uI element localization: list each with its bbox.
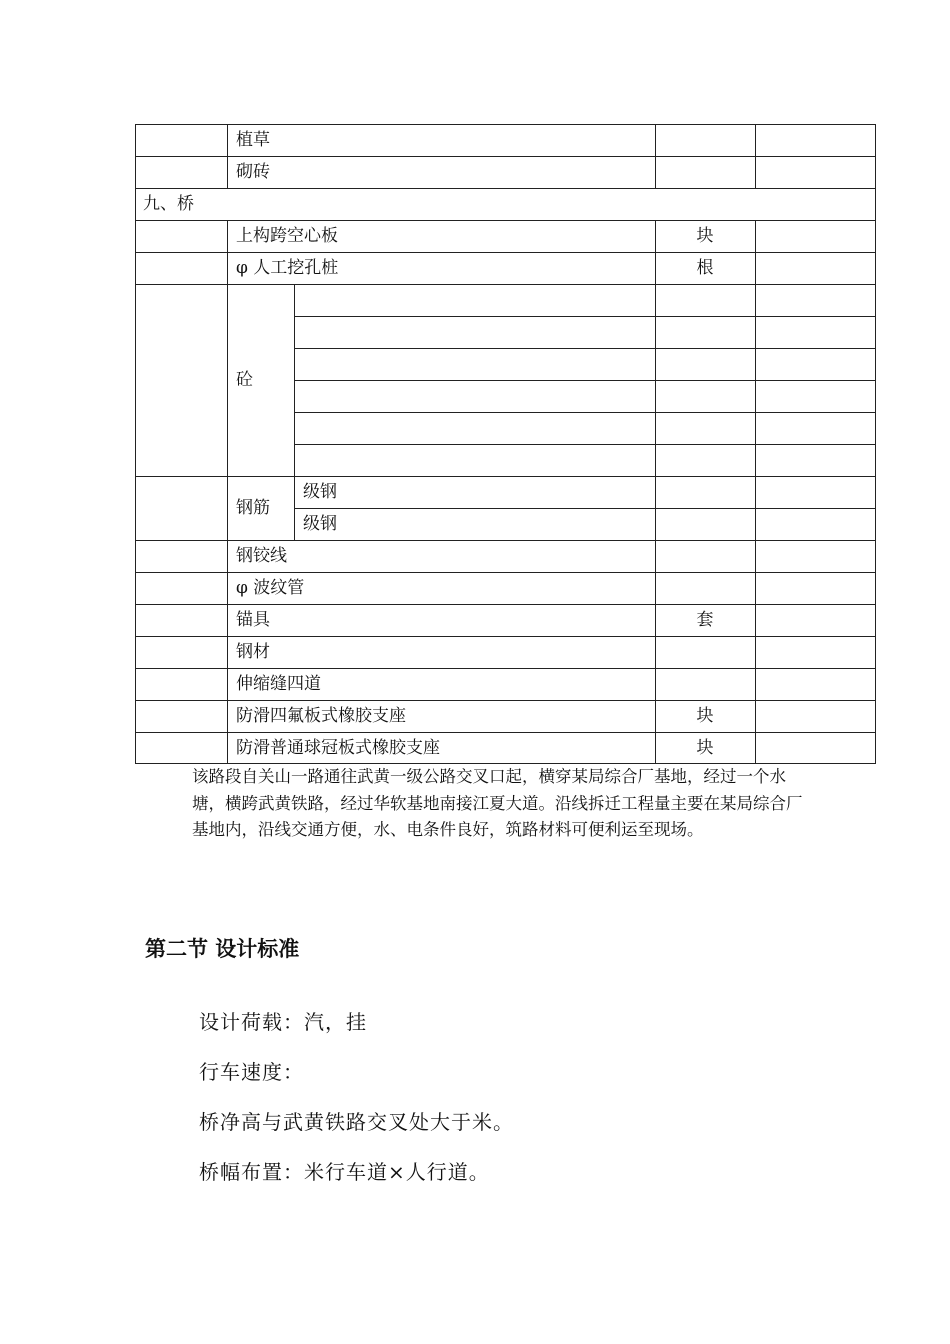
table-cell-name: 上构跨空心板	[236, 226, 338, 246]
table-rule	[227, 220, 228, 764]
table-cell-unit: 套	[696, 610, 714, 630]
table-section-heading: 九、桥	[143, 194, 194, 214]
table-rule	[755, 124, 756, 188]
table-rule	[227, 124, 228, 188]
table-rule	[875, 124, 876, 764]
table-cell-unit: 块	[696, 706, 714, 726]
table-cell-name: 防滑普通球冠板式橡胶支座	[236, 738, 440, 758]
table-rule	[135, 188, 876, 189]
table-rule	[294, 348, 876, 349]
table-rule	[135, 284, 876, 285]
table-rule	[294, 444, 876, 445]
table-cell-unit: 根	[696, 258, 714, 278]
table-rule	[755, 220, 756, 764]
section-heading: 第二节 设计标准	[145, 937, 300, 961]
table-group-label: 钢筋	[236, 498, 270, 518]
table-rule	[135, 124, 136, 764]
table-cell-name: 钢材	[236, 642, 270, 662]
table-rule	[294, 316, 876, 317]
table-cell-unit: 块	[696, 738, 714, 758]
table-cell-name: 植草	[236, 130, 270, 150]
table-cell-sub: 级钢	[303, 514, 337, 534]
table-cell-name: 砌砖	[236, 162, 270, 182]
table-rule	[294, 284, 295, 540]
spec-bridge-clearance: 桥净高与武黄铁路交叉处大于米。	[199, 1110, 514, 1134]
spec-bridge-width: 桥幅布置：米行车道×人行道。	[199, 1160, 490, 1184]
materials-table	[135, 124, 876, 763]
table-cell-unit: 块	[696, 226, 714, 246]
table-rule	[655, 220, 656, 764]
table-rule	[655, 124, 656, 188]
route-description-paragraph: 该路段自关山一路通往武黄一级公路交叉口起，横穿某局综合厂基地，经过一个水塘，横跨武黄铁路，经过华软基地南接江夏大道。沿线拆迁工程量主要在某局综合厂基地内，沿线交通方便，水、电条件良好，筑路材料可便利运至现场。	[192, 767, 803, 839]
table-rule	[294, 508, 876, 509]
spec-driving-speed: 行车速度：	[199, 1060, 304, 1084]
table-cell-sub: 级钢	[303, 482, 337, 502]
spec-design-load: 设计荷载：汽，挂	[199, 1010, 367, 1034]
table-cell-name: 钢铰线	[236, 546, 287, 566]
table-cell-name: 锚具	[236, 610, 270, 630]
table-cell-name: 伸缩缝四道	[236, 674, 321, 694]
table-rule	[294, 380, 876, 381]
table-cell-name: φ 波纹管	[236, 578, 305, 598]
table-rule	[294, 412, 876, 413]
table-rule	[135, 476, 876, 477]
table-cell-name: 防滑四氟板式橡胶支座	[236, 706, 406, 726]
table-group-label: 砼	[236, 370, 253, 390]
table-cell-name: φ 人工挖孔桩	[236, 258, 339, 278]
